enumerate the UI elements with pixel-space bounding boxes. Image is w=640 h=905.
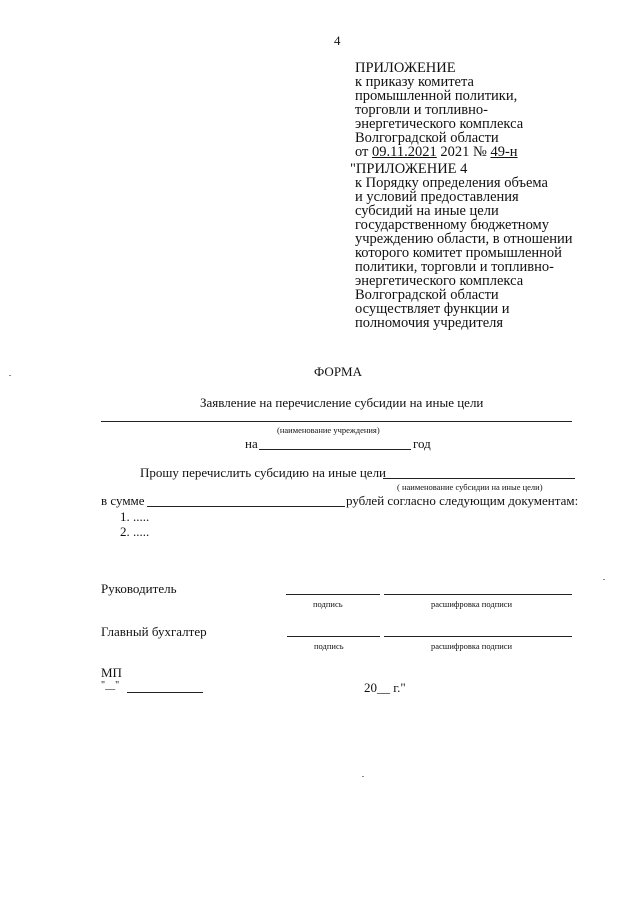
order-line: от 09.11.2021 2021 № 49-н (355, 144, 518, 160)
date-year-text: 20__ г." (364, 680, 406, 695)
document-item: 1. ..... (120, 509, 150, 524)
sum-suffix: рублей согласно следующим документам: (346, 493, 579, 508)
head-decode-line (384, 594, 572, 595)
order-year: 2021 (440, 144, 470, 160)
document-item: 2. ..... (120, 524, 150, 539)
accountant-decode-caption: расшифровка подписи (431, 641, 513, 651)
head-label: Руководитель (101, 581, 177, 596)
order-number: 49-н (490, 144, 518, 160)
sum-label: в сумме (101, 493, 145, 508)
header-title: ПРИЛОЖЕНИЕ (355, 60, 456, 76)
accountant-label: Главный бухгалтер (101, 624, 207, 639)
accountant-sign-caption: подпись (314, 641, 344, 651)
accountant-decode-line (384, 636, 572, 637)
appendix-title: "ПРИЛОЖЕНИЕ 4 (350, 161, 468, 177)
header-block (355, 61, 595, 159)
purpose-line (383, 478, 575, 479)
head-decode-caption: расшифровка подписи (431, 599, 513, 609)
scan-speck (362, 776, 364, 777)
header-line: энергетического комплекса (355, 116, 524, 132)
sum-line (147, 506, 345, 507)
scan-speck (603, 579, 605, 580)
institution-caption: (наименование учреждения) (277, 425, 380, 435)
head-sign-caption: подпись (313, 599, 343, 609)
head-sign-line (286, 594, 380, 595)
header-line: к приказу комитета (355, 74, 474, 90)
date-open: "__" (101, 680, 120, 691)
page-number: 4 (334, 33, 341, 48)
date-month-line (127, 692, 203, 693)
appendix-block: "ПРИЛОЖЕНИЕ 4 к Порядку определения объема и условий предоставления субсидий на иные цели государственному бюджетному учреждению области, в отношении которого комитет промышленной политики, торговли и топливно- энергетического комплекса Волгоградской области осуществляет функции и полномочия учредителя (350, 162, 590, 330)
scan-speck (9, 375, 11, 376)
na-label: на (245, 436, 258, 451)
institution-name-line (101, 421, 572, 422)
order-date: 09.11.2021 (372, 144, 437, 160)
purpose-caption: ( наименование субсидии на иные цели) (397, 482, 543, 492)
accountant-sign-line (287, 636, 380, 637)
header-line: Волгоградской области (355, 130, 499, 146)
year-line (259, 449, 411, 450)
header-line: торговли и топливно- (355, 102, 488, 118)
request-text: Прошу перечислить субсидию на иные цели (140, 465, 387, 480)
year-label: год (413, 436, 431, 451)
header-line: промышленной политики, (355, 88, 518, 104)
form-title: Заявление на перечисление субсидии на иные цели (200, 395, 484, 410)
form-heading: ФОРМА (314, 364, 362, 379)
stamp-place-label: МП (101, 665, 122, 680)
